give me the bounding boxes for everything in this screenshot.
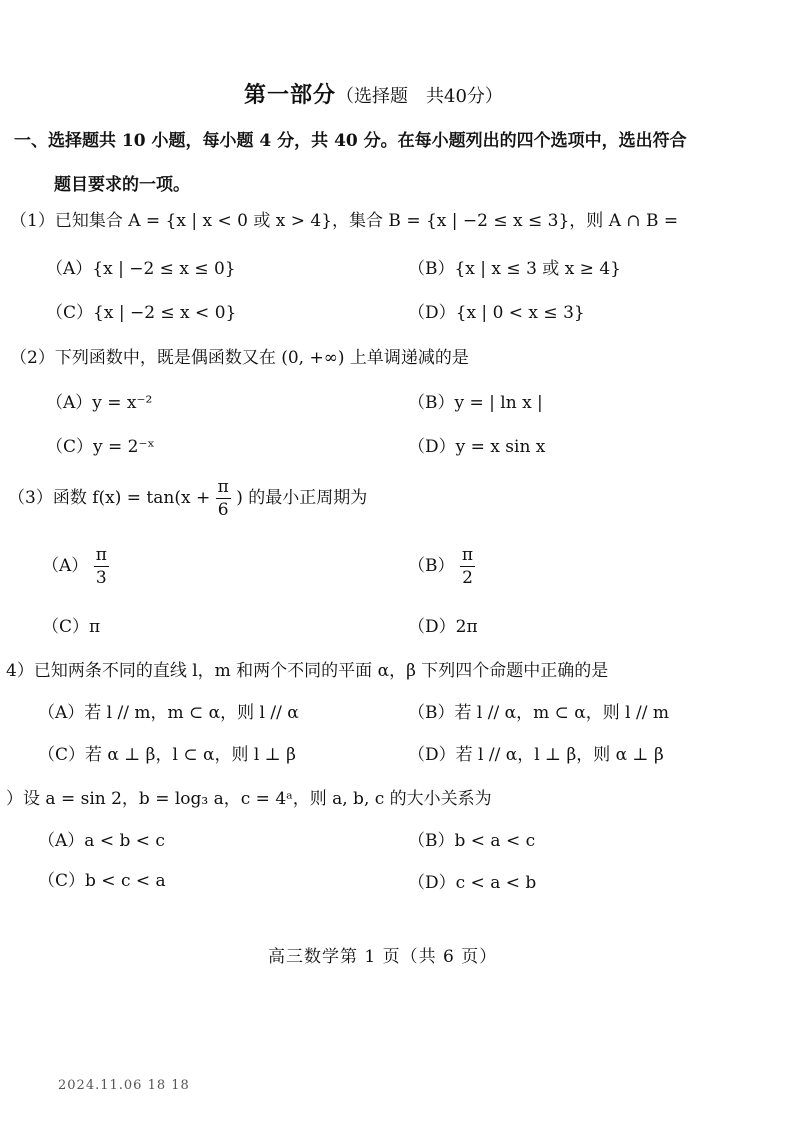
question-3-option-a-label: （A） bbox=[42, 556, 89, 576]
question-1-option-d: （D）{x | 0 < x ≤ 3} bbox=[408, 303, 585, 323]
question-2-option-c: （C）y = 2⁻ˣ bbox=[46, 437, 155, 457]
page-title bbox=[244, 78, 503, 109]
scan-stamp: 2024.11.06 18 18 bbox=[58, 1078, 190, 1093]
question-2-option-a: （A）y = x⁻² bbox=[46, 393, 153, 413]
question-2-stem: （2）下列函数中，既是偶函数又在 (0, +∞) 上单调递减的是 bbox=[10, 348, 469, 368]
question-5-option-b: （B）b < a < c bbox=[408, 831, 536, 851]
question-5-option-c: （C）b < c < a bbox=[38, 871, 166, 891]
question-3-fraction-denominator: 6 bbox=[217, 500, 229, 520]
section-instruction-line2: 题目要求的一项。 bbox=[54, 175, 190, 195]
question-3-option-b bbox=[408, 544, 475, 589]
section-instruction-line1: 一、选择题共 10 小题，每小题 4 分，共 40 分。在每小题列出的四个选项中，选出符合 bbox=[14, 131, 687, 151]
question-4-option-c: （C）若 α ⊥ β，l ⊂ α，则 l ⊥ β bbox=[38, 745, 296, 765]
question-3-option-b-numerator: π bbox=[461, 545, 474, 565]
question-3-option-a bbox=[42, 544, 109, 589]
question-4-option-a: （A）若 l // m，m ⊂ α，则 l // α bbox=[38, 703, 299, 723]
question-3-stem-pre: （3）函数 f(x) = tan(x + bbox=[8, 488, 211, 508]
question-1-option-b: （B）{x | x ≤ 3 或 x ≥ 4} bbox=[408, 259, 621, 279]
question-3-fraction bbox=[216, 476, 231, 521]
title-sub: （选择题 共40分） bbox=[336, 86, 503, 107]
question-1-stem: （1）已知集合 A = {x | x < 0 或 x > 4}，集合 B = {x | −2 ≤ x ≤ 3}，则 A ∩ B = bbox=[10, 211, 679, 231]
question-4-option-b: （B）若 l // α，m ⊂ α，则 l // m bbox=[408, 703, 669, 723]
question-1-option-a: （A）{x | −2 ≤ x ≤ 0} bbox=[46, 259, 236, 279]
page-footer: 高三数学第 1 页（共 6 页） bbox=[268, 947, 498, 967]
question-3-fraction-numerator: π bbox=[217, 477, 229, 497]
question-4-stem: 4）已知两条不同的直线 l，m 和两个不同的平面 α，β 下列四个命题中正确的是 bbox=[6, 661, 609, 681]
question-5-option-d: （D）c < a < b bbox=[408, 873, 537, 893]
question-1-option-c: （C）{x | −2 ≤ x < 0} bbox=[46, 303, 237, 323]
question-5-option-a: （A）a < b < c bbox=[38, 831, 165, 851]
question-3-option-c: （C）π bbox=[42, 617, 101, 637]
question-2-option-d: （D）y = x sin x bbox=[408, 437, 546, 457]
title-main: 第一部分 bbox=[244, 82, 337, 108]
question-3-option-a-denominator: 3 bbox=[95, 568, 107, 588]
question-3-option-d: （D）2π bbox=[408, 617, 478, 637]
question-3-stem bbox=[8, 476, 367, 521]
question-3-option-b-label: （B） bbox=[408, 556, 455, 576]
question-5-stem: ）设 a = sin 2，b = log₃ a，c = 4ᵃ，则 a, b, c 的大小关系为 bbox=[6, 789, 492, 809]
question-3-stem-post: ) 的最小正周期为 bbox=[236, 488, 368, 508]
question-3-option-a-numerator: π bbox=[95, 545, 107, 565]
question-3-option-a-fraction bbox=[94, 544, 109, 589]
question-3-option-b-fraction bbox=[460, 544, 475, 589]
question-3-option-b-denominator: 2 bbox=[462, 568, 473, 588]
question-2-option-b: （B）y = | ln x | bbox=[408, 393, 543, 413]
question-4-option-d: （D）若 l // α，l ⊥ β，则 α ⊥ β bbox=[408, 745, 664, 765]
